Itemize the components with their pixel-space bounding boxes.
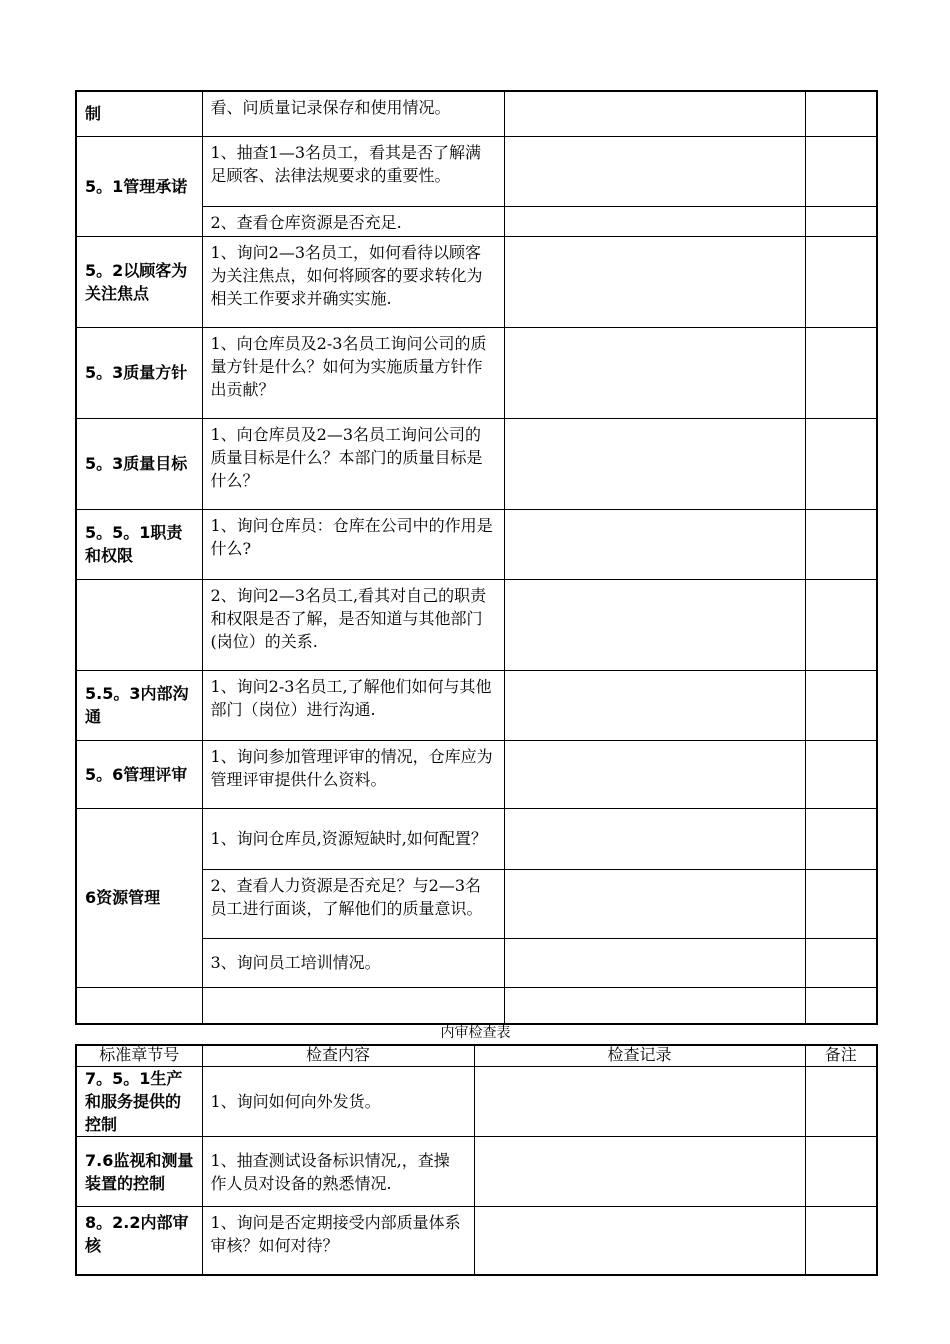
content-cell: 1、询问如何向外发货。 [202,1067,474,1137]
content-cell: 1、向仓库员及2—3名员工询问公司的质量目标是什么？本部门的质量目标是什么？ [202,418,504,509]
header-record: 检查记录 [474,1045,805,1067]
content-cell: 看、问质量记录保存和使用情况。 [202,91,504,136]
record-cell [504,938,805,987]
section-cell [76,987,202,1024]
content-cell: 1、询问2—3名员工，如何看待以顾客为关注焦点，如何将顾客的要求转化为相关工作要求并确实实施. [202,236,504,327]
remark-cell [805,1137,877,1207]
header-remark: 备注 [805,1045,877,1067]
remark-cell [805,579,877,670]
record-cell [504,136,805,206]
remark-cell [805,987,877,1024]
content-cell: 1、询问2-3名员工,了解他们如何与其他部门（岗位）进行沟通. [202,670,504,740]
remark-cell [805,206,877,236]
audit-table-2 [75,1044,878,1276]
remark-cell [805,91,877,136]
section-cell: 5。3质量目标 [76,418,202,509]
table-row [76,91,877,136]
record-cell [474,1207,805,1275]
section-cell [76,579,202,670]
form-caption: 内审检查表 [440,1026,511,1041]
record-cell [504,869,805,938]
header-section: 标准章节号 [76,1045,202,1067]
content-cell: 1、询问仓库员,资源短缺时,如何配置？ [202,808,504,869]
section-cell: 5。3质量方针 [76,327,202,418]
content-cell [202,987,504,1024]
record-cell [504,91,805,136]
content-cell: 2、询问2—3名员工,看其对自己的职责和权限是否了解，是否知道与其他部门(岗位）的关系. [202,579,504,670]
remark-cell [805,808,877,869]
remark-cell [805,509,877,579]
content-cell: 1、向仓库员及2-3名员工询问公司的质量方针是什么？如何为实施质量方针作出贡献？ [202,327,504,418]
content-cell: 1、抽查1—3名员工，看其是否了解满足顾客、法律法规要求的重要性。 [202,136,504,206]
record-cell [504,808,805,869]
section-cell: 5。5。1职责和权限 [76,509,202,579]
header-content: 检查内容 [202,1045,474,1067]
remark-cell [805,1207,877,1275]
content-cell: 2、查看仓库资源是否充足. [202,206,504,236]
record-cell [504,236,805,327]
table-row [76,236,877,327]
content-cell: 1、询问仓库员：仓库在公司中的作用是什么? [202,509,504,579]
header-row [76,1045,877,1067]
remark-cell [805,670,877,740]
table-row [76,1137,877,1207]
table-row [76,327,877,418]
remark-cell [805,136,877,206]
table-row [76,670,877,740]
table-row [76,740,877,808]
record-cell [504,579,805,670]
remark-cell [805,938,877,987]
table-row [76,579,877,670]
content-cell: 3、询问员工培训情况。 [202,938,504,987]
record-cell [474,1137,805,1207]
table-row [76,1067,877,1137]
section-cell: 8。2.2内部审核 [76,1207,202,1275]
table-row [76,808,877,869]
section-cell: 制 [76,91,202,136]
table-row [76,136,877,206]
section-cell: 7。5。1生产和服务提供的控制 [76,1067,202,1137]
content-cell: 1、抽查测试设备标识情况,，查操作人员对设备的熟悉情况. [202,1137,474,1207]
record-cell [504,670,805,740]
table-row [76,1207,877,1275]
section-cell: 5。1管理承诺 [76,136,202,236]
record-cell [504,206,805,236]
remark-cell [805,327,877,418]
record-cell [504,987,805,1024]
section-cell: 5。6管理评审 [76,740,202,808]
remark-cell [805,236,877,327]
section-cell: 5。2以顾客为关注焦点 [76,236,202,327]
section-cell: 7.6监视和测量装置的控制 [76,1137,202,1207]
content-cell: 2、查看人力资源是否充足？与2—3名员工进行面谈，了解他们的质量意识。 [202,869,504,938]
content-cell: 1、询问参加管理评审的情况，仓库应为管理评审提供什么资料。 [202,740,504,808]
remark-cell [805,418,877,509]
section-cell: 6资源管理 [76,808,202,987]
table-row [76,987,877,1024]
record-cell [504,509,805,579]
section-cell: 5.5。3内部沟通 [76,670,202,740]
audit-table-1 [75,90,878,1025]
table-row [76,509,877,579]
remark-cell [805,869,877,938]
content-cell: 1、询问是否定期接受内部质量体系审核？如何对待？ [202,1207,474,1275]
record-cell [504,418,805,509]
record-cell [504,740,805,808]
remark-cell [805,1067,877,1137]
record-cell [474,1067,805,1137]
record-cell [504,327,805,418]
remark-cell [805,740,877,808]
table-row [76,418,877,509]
